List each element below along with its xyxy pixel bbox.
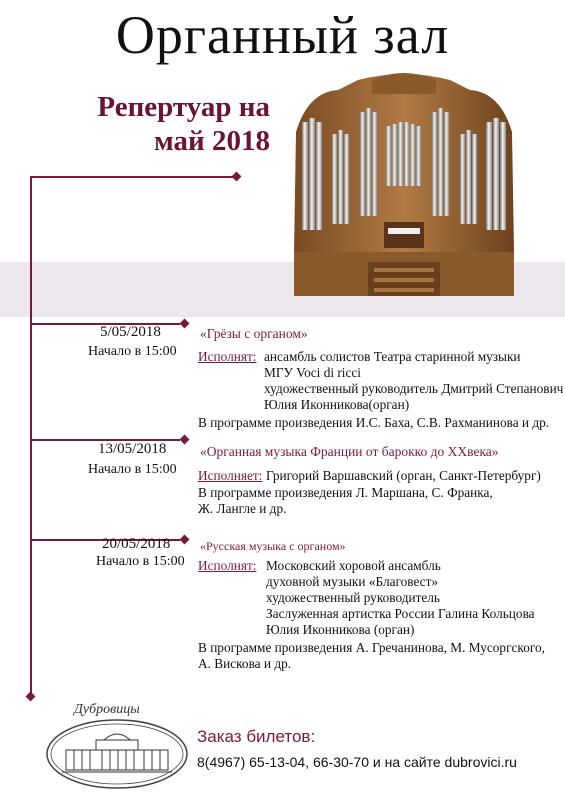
pipe-organ-image <box>288 72 520 300</box>
program-line: Ж. Лангле и др. <box>198 501 287 516</box>
event-title: «Русская музыка с органом» <box>200 539 346 553</box>
program-line: В программе произведения Л. Маршана, С. Франка, <box>198 485 493 500</box>
performer-line: Московский хоровой ансамбль <box>266 558 441 573</box>
event-date: 5/05/2018 <box>100 324 161 340</box>
program-line: В программе произведения И.С. Баха, С.В. Рахманинова и др. <box>198 415 550 430</box>
event-date: 13/05/2018 <box>98 441 167 457</box>
performer-line: духовной музыки «Благовест» <box>266 574 439 589</box>
performer-line: Григорий Варшавский (орган, Санкт-Петербург) <box>266 468 541 483</box>
timeline-top-branch <box>30 176 236 178</box>
timeline-marker-event-2 <box>180 435 190 445</box>
logo-text: Дубровицы <box>74 702 140 717</box>
event-start-time: Начало в 15:00 <box>96 554 185 569</box>
performers-label: Исполняет: <box>198 468 263 483</box>
performer-line: Заслуженная артистка России Галина Кольцова <box>266 606 535 621</box>
event-title: «Грёзы с органом» <box>200 326 308 341</box>
event-start-time: Начало в 15:00 <box>88 344 177 359</box>
performer-line: Юлия Иконникова(орган) <box>264 397 410 412</box>
timeline-vertical-line <box>30 176 32 696</box>
performer-line: ансамбль солистов Театра старинной музыки <box>264 349 521 364</box>
performer-line: художественный руководитель <box>266 590 441 605</box>
subtitle-line-1: Репертуар на <box>97 91 270 123</box>
tickets-contact: 8(4967) 65-13-04, 66-30-70 и на сайте dubrovici.ru <box>197 754 517 770</box>
tickets-label: Заказ билетов: <box>197 727 316 746</box>
performer-line: Юлия Иконникова (орган) <box>266 622 415 637</box>
performer-line: художественный руководитель Дмитрий Степанович <box>264 381 564 396</box>
event-date: 20/05/2018 <box>102 536 171 552</box>
performers-label: Исполнят: <box>198 558 257 573</box>
timeline-marker-event-3 <box>180 535 190 545</box>
performers-label: Исполнят: <box>198 349 257 364</box>
timeline-bottom-marker <box>26 692 36 702</box>
timeline-top-marker <box>232 172 242 182</box>
program-line: В программе произведения А. Гречанинова, М. Мусоргского, <box>198 640 545 655</box>
subtitle-line-2: май 2018 <box>153 125 270 157</box>
event-start-time: Начало в 15:00 <box>88 462 177 477</box>
timeline-marker-event-1 <box>180 319 190 329</box>
page-title: Органный зал <box>115 5 450 65</box>
event-title: «Органная музыка Франции от барокко до XXвека» <box>200 444 499 459</box>
repertoire-subtitle <box>70 90 270 158</box>
program-line: А. Вискова и др. <box>198 656 292 671</box>
performer-line: МГУ Voci di ricci <box>264 365 361 380</box>
